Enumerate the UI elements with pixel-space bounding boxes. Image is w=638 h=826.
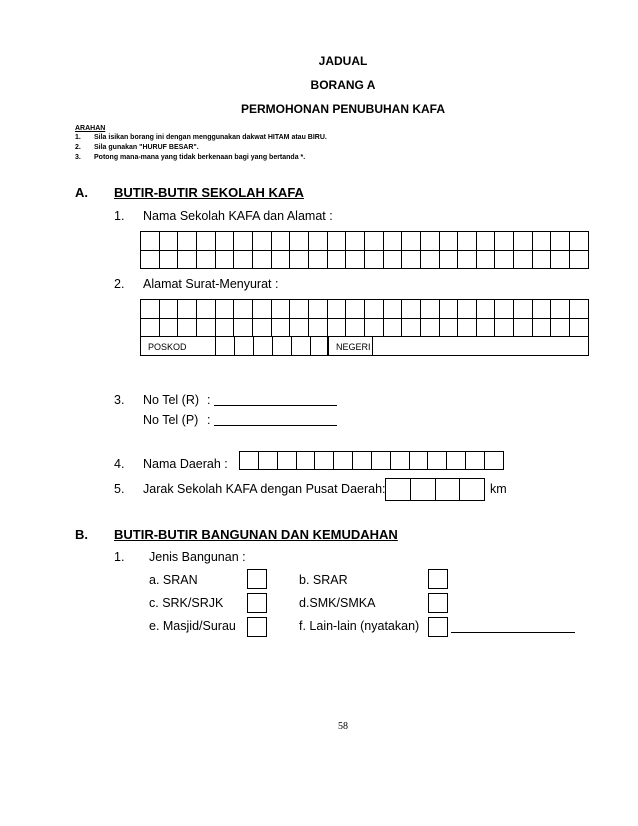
section-a-letter: A.	[75, 185, 88, 200]
section-b-title: BUTIR-BUTIR BANGUNAN DAN KEMUDAHAN	[114, 527, 398, 542]
option-c-checkbox[interactable]	[247, 593, 267, 613]
tel-p-input-line[interactable]	[214, 425, 337, 426]
a-q2-number: 2.	[114, 277, 125, 291]
option-e-label: e. Masjid/Surau	[149, 619, 236, 633]
a-q3-number: 3.	[114, 393, 125, 407]
section-b-letter: B.	[75, 527, 88, 542]
a-q4-number: 4.	[114, 457, 125, 471]
district-label: Nama Daerah :	[143, 457, 228, 471]
distance-label: Jarak Sekolah KAFA dengan Pusat Daerah:	[143, 482, 386, 496]
page-number: 58	[338, 721, 348, 732]
a-q2-label: Alamat Surat-Menyurat :	[143, 277, 279, 291]
building-type-label: Jenis Bangunan :	[149, 550, 246, 564]
tel-p-colon: :	[207, 413, 211, 427]
option-a-checkbox[interactable]	[247, 569, 267, 589]
option-d-label: d.SMK/SMKA	[299, 596, 376, 610]
instruction-text-3: Potong mana-mana yang tidak berkenaan bagi yang bertanda *.	[94, 154, 306, 161]
instruction-num-3: 3.	[75, 154, 81, 161]
instruction-text-1: Sila isikan borang ini dengan menggunakan dakwat HITAM atau BIRU.	[94, 134, 327, 141]
distance-unit: km	[490, 482, 507, 496]
instruction-num-1: 1.	[75, 134, 81, 141]
a-q1-label: Nama Sekolah KAFA dan Alamat :	[143, 209, 333, 223]
option-d-checkbox[interactable]	[428, 593, 448, 613]
option-c-label: c. SRK/SRJK	[149, 596, 224, 610]
header-line-2: BORANG A	[310, 78, 376, 92]
option-a-label: a. SRAN	[149, 573, 198, 587]
option-f-label: f. Lain-lain (nyatakan)	[299, 619, 420, 633]
school-name-address-grid[interactable]	[140, 231, 589, 269]
header-line-3: PERMOHONAN PENUBUHAN KAFA	[240, 102, 445, 116]
a-q5-number: 5.	[114, 482, 125, 496]
option-b-checkbox[interactable]	[428, 569, 448, 589]
district-grid[interactable]	[239, 451, 504, 470]
instructions-heading: ARAHAN	[75, 125, 106, 132]
tel-r-colon: :	[207, 393, 211, 407]
distance-grid[interactable]	[385, 478, 485, 501]
option-e-checkbox[interactable]	[247, 617, 267, 637]
tel-p-label: No Tel (P)	[143, 413, 199, 427]
header-line-1: JADUAL	[318, 54, 368, 68]
mailing-address-grid[interactable]	[140, 299, 589, 337]
option-b-label: b. SRAR	[299, 573, 348, 587]
b-q1-number: 1.	[114, 550, 125, 564]
section-a-title: BUTIR-BUTIR SEKOLAH KAFA	[114, 185, 304, 200]
instruction-num-2: 2.	[75, 144, 81, 151]
tel-r-input-line[interactable]	[214, 405, 337, 406]
instruction-text-2: Sila gunakan "HURUF BESAR".	[94, 144, 199, 151]
poskod-label: POSKOD	[148, 342, 187, 352]
option-f-specify-line[interactable]	[451, 632, 575, 633]
a-q1-number: 1.	[114, 209, 125, 223]
negeri-label: NEGERI	[336, 342, 371, 352]
option-f-checkbox[interactable]	[428, 617, 448, 637]
tel-r-label: No Tel (R)	[143, 393, 200, 407]
